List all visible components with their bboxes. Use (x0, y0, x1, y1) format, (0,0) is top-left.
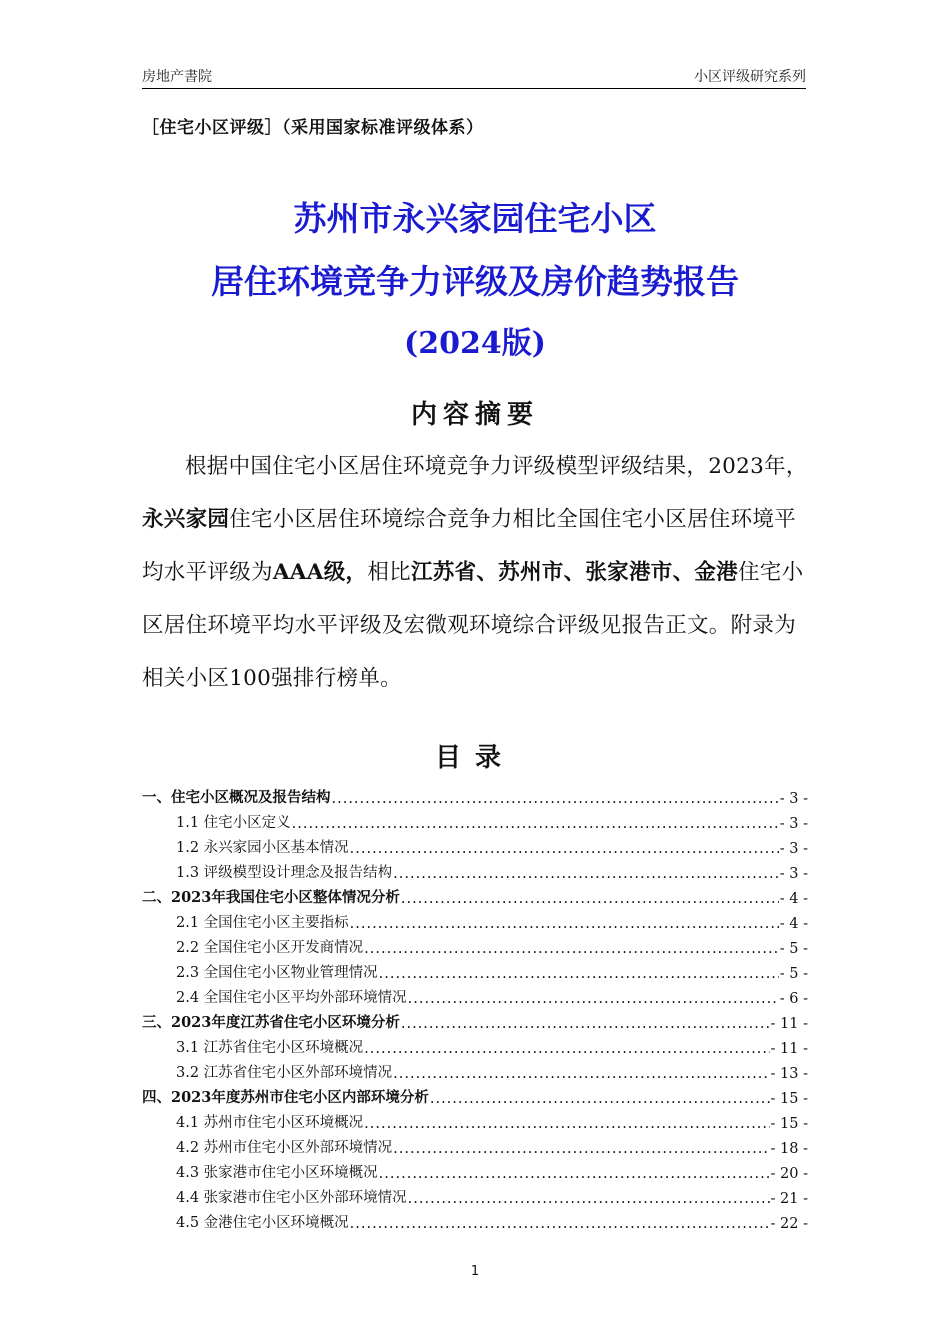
toc-entry[interactable] (142, 1107, 808, 1132)
abstract-text-segment: 住宅小区居住环境平均水平评级及宏微观环境综合评级见报告正文。附录为相关小区100强排行榜单。 (142, 560, 804, 691)
toc-dot-leader (292, 816, 779, 832)
abstract-heading: 内容摘要 (410, 400, 539, 430)
toc-entry[interactable] (142, 957, 808, 982)
abstract-paragraph (142, 440, 808, 705)
toc-heading: 目录 (434, 743, 515, 773)
toc-dot-leader (393, 1141, 769, 1157)
abstract-text-segment: 相比 (367, 560, 411, 585)
toc-entry-page: - 3 - (779, 791, 808, 807)
toc-dot-leader (350, 841, 779, 857)
toc-entry-title: 4.5 金港住宅小区环境概况 (176, 1215, 349, 1231)
toc-entry-page: - 3 - (779, 816, 808, 832)
toc-entry[interactable] (142, 1032, 808, 1057)
toc-entry-page: - 13 - (770, 1066, 808, 1082)
abstract-text-segment: 根据中国住宅小区居住环境竞争力评级模型评级结果，2023年， (185, 454, 808, 479)
toc-dot-leader (379, 1166, 770, 1182)
toc-entry-title: 2.4 全国住宅小区平均外部环境情况 (176, 990, 407, 1006)
toc-entry-page: - 5 - (779, 966, 808, 982)
toc-dot-leader (393, 866, 779, 882)
header-divider (142, 88, 806, 89)
toc-dot-leader (430, 1091, 770, 1107)
toc-dot-leader (408, 1191, 770, 1207)
toc-entry[interactable] (142, 782, 808, 807)
toc-dot-leader (332, 791, 779, 807)
toc-entry[interactable] (142, 882, 808, 907)
toc-entry-page: - 11 - (770, 1016, 808, 1032)
toc-entry-title: 2.3 全国住宅小区物业管理情况 (176, 965, 378, 981)
toc-entry-page: - 5 - (779, 941, 808, 957)
toc-dot-leader (364, 1041, 769, 1057)
abstract-bold-segment: 江苏省、苏州市、张家港市、金港 (410, 560, 738, 585)
abstract-text-segment: 住宅小区居住环境综合竞争力相比全国住宅小区居住环境平均水平评级为 (142, 507, 797, 585)
toc-entry-title: 1.3 评级模型设计理念及报告结构 (176, 865, 393, 881)
toc-entry[interactable] (142, 1207, 808, 1232)
toc-entry-page: - 15 - (770, 1091, 808, 1107)
toc-entry-page: - 20 - (770, 1166, 808, 1182)
toc-entry-page: - 4 - (779, 916, 808, 932)
toc-entry-title: 一、住宅小区概况及报告结构 (142, 789, 331, 806)
toc-entry-page: - 11 - (770, 1041, 808, 1057)
report-title-line2: 居住环境竞争力评级及房价趋势报告 (211, 262, 739, 301)
toc-entry-title: 2.2 全国住宅小区开发商情况 (176, 940, 364, 956)
toc-dot-leader (364, 941, 779, 957)
toc-entry-page: - 6 - (779, 991, 808, 1007)
toc-entry-page: - 3 - (779, 866, 808, 882)
toc-entry-title: 4.1 苏州市住宅小区环境概况 (176, 1115, 364, 1131)
toc-entry-title: 二、2023年我国住宅小区整体情况分析 (142, 889, 400, 906)
rating-tag-line: ［住宅小区评级］（采用国家标准评级体系） (142, 118, 484, 138)
toc-dot-leader (350, 1216, 770, 1232)
report-title-line1: 苏州市永兴家园住宅小区 (293, 199, 657, 238)
toc-entry-title: 1.2 永兴家园小区基本情况 (176, 840, 349, 856)
header-right-text: 小区评级研究系列 (694, 69, 806, 85)
table-of-contents (142, 782, 808, 1232)
toc-entry-title: 3.1 江苏省住宅小区环境概况 (176, 1040, 364, 1056)
toc-dot-leader (393, 1066, 769, 1082)
report-edition: (2024版) (404, 326, 546, 361)
toc-entry[interactable] (142, 1157, 808, 1182)
toc-entry[interactable] (142, 1007, 808, 1032)
page-number: 1 (470, 1264, 480, 1279)
toc-dot-leader (364, 1116, 769, 1132)
toc-entry[interactable] (142, 1182, 808, 1207)
toc-entry[interactable] (142, 982, 808, 1007)
toc-entry-page: - 15 - (770, 1116, 808, 1132)
toc-entry-title: 4.3 张家港市住宅小区环境概况 (176, 1165, 378, 1181)
header-left-text: 房地产書院 (142, 69, 212, 85)
toc-entry-title: 1.1 住宅小区定义 (176, 815, 291, 831)
toc-dot-leader (379, 966, 779, 982)
toc-entry-title: 四、2023年度苏州市住宅小区内部环境分析 (142, 1089, 429, 1106)
toc-entry[interactable] (142, 832, 808, 857)
toc-entry-title: 4.2 苏州市住宅小区外部环境情况 (176, 1140, 393, 1156)
abstract-bold-segment: 永兴家园 (142, 507, 230, 532)
toc-entry[interactable] (142, 907, 808, 932)
toc-entry-title: 3.2 江苏省住宅小区外部环境情况 (176, 1065, 393, 1081)
toc-entry[interactable] (142, 932, 808, 957)
toc-entry-page: - 22 - (770, 1216, 808, 1232)
toc-entry-title: 2.1 全国住宅小区主要指标 (176, 915, 349, 931)
toc-entry[interactable] (142, 1082, 808, 1107)
toc-entry-page: - 21 - (770, 1191, 808, 1207)
toc-entry-page: - 4 - (779, 891, 808, 907)
toc-entry-title: 三、2023年度江苏省住宅小区环境分析 (142, 1014, 400, 1031)
toc-entry[interactable] (142, 1057, 808, 1082)
toc-entry-title: 4.4 张家港市住宅小区外部环境情况 (176, 1190, 407, 1206)
abstract-bold-segment: AAA级， (272, 560, 368, 585)
toc-entry[interactable] (142, 1132, 808, 1157)
toc-dot-leader (401, 1016, 770, 1032)
toc-dot-leader (401, 891, 779, 907)
toc-entry[interactable] (142, 857, 808, 882)
toc-entry-page: - 3 - (779, 841, 808, 857)
toc-entry-page: - 18 - (770, 1141, 808, 1157)
toc-dot-leader (350, 916, 779, 932)
toc-dot-leader (408, 991, 779, 1007)
toc-entry[interactable] (142, 807, 808, 832)
